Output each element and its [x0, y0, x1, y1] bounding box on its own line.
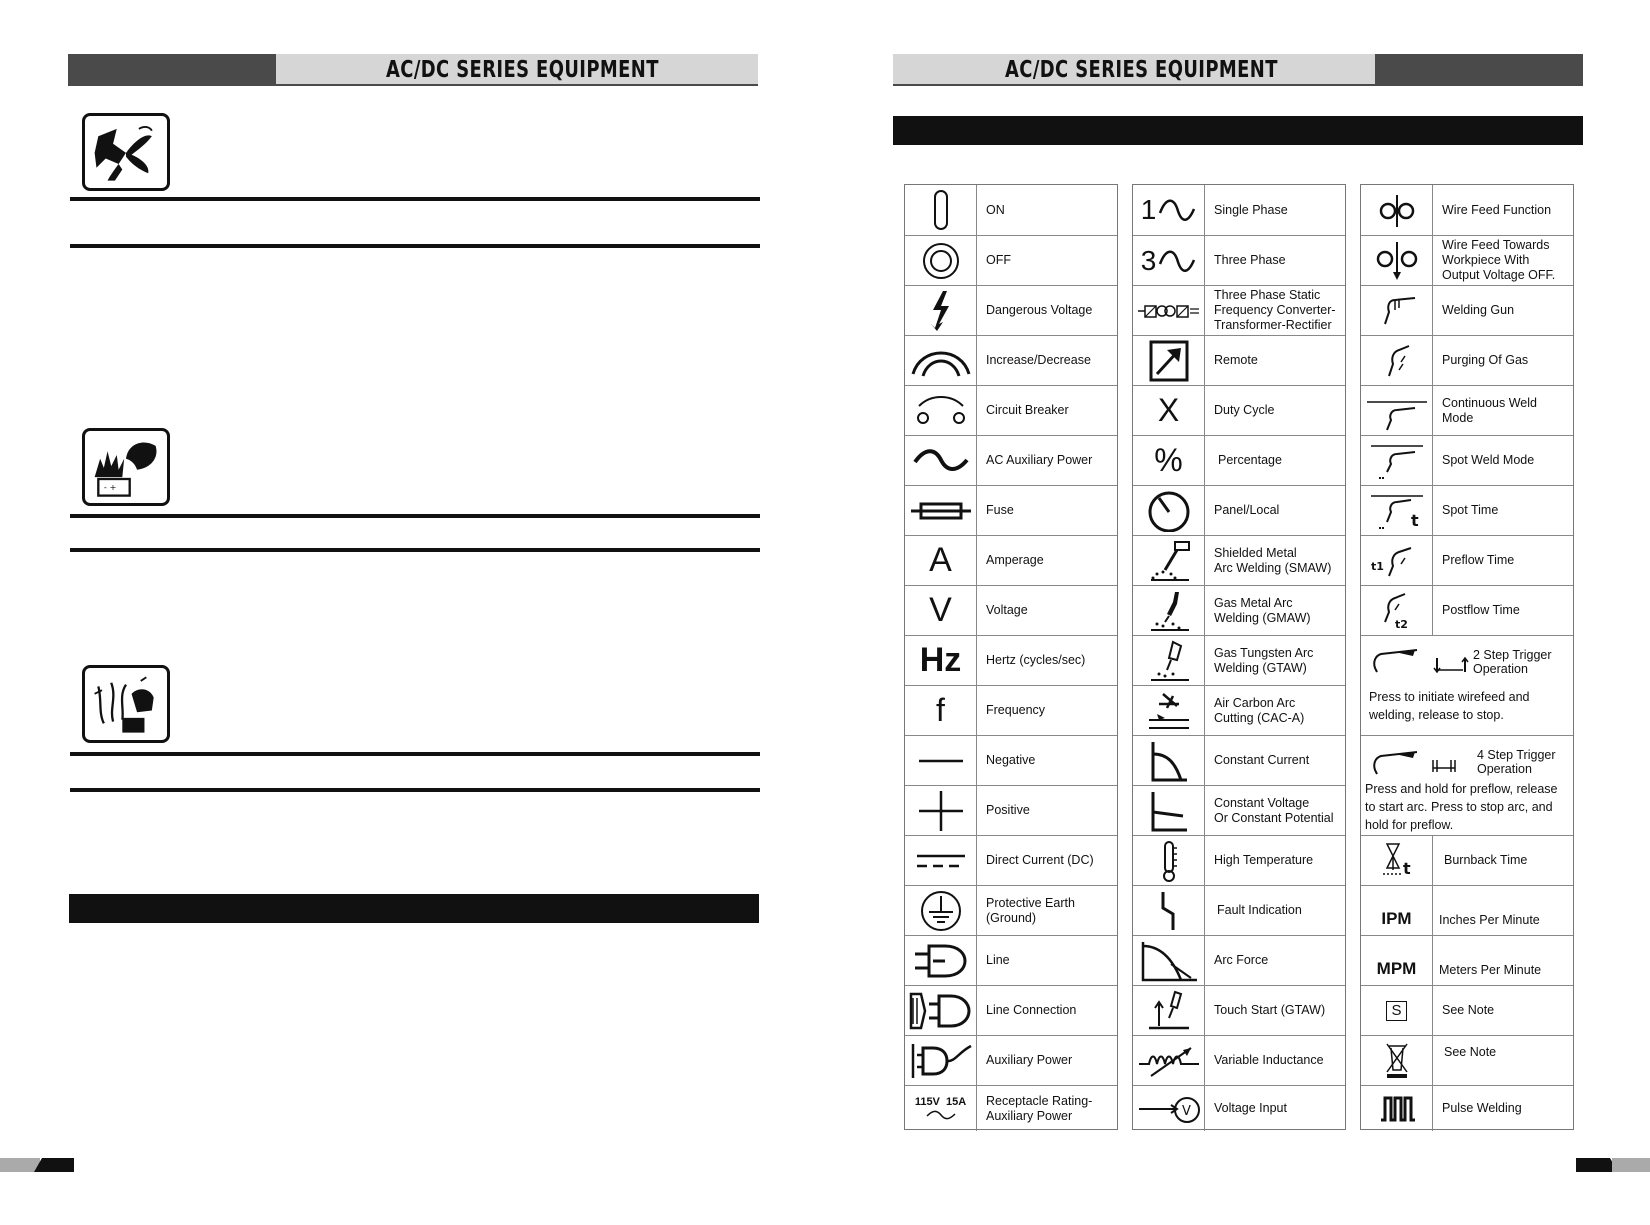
section-rule: [70, 788, 760, 792]
symbol-row: [905, 485, 1117, 535]
symbol-label: Panel/Local: [1214, 503, 1280, 517]
symbol-row: [1133, 735, 1345, 785]
symbol-row: [905, 585, 1117, 635]
symbol-label: Arc Force: [1214, 953, 1269, 967]
symbol-label: OFF: [986, 253, 1011, 267]
symbol-label: Percentage: [1218, 453, 1282, 467]
negative-icon: [905, 736, 977, 785]
symbol-label: Voltage Input: [1214, 1101, 1287, 1115]
continuous-weld-icon: [1361, 386, 1433, 435]
pulse-welding-icon: [1361, 1086, 1433, 1131]
symbol-label: Single Phase: [1214, 202, 1288, 217]
hand-in-fan-icon: [82, 113, 170, 191]
symbol-label: Remote: [1214, 353, 1258, 367]
wire-feed-toward-workpiece-icon: [1361, 236, 1433, 285]
symbol-row: [1133, 1035, 1345, 1085]
symbol-row: [1361, 485, 1573, 535]
section-rule: [70, 548, 760, 552]
symbol-label: ON: [986, 202, 1005, 217]
positive-icon: [905, 786, 977, 835]
symbol-row: [1133, 235, 1345, 285]
symbols-table-col3: [1360, 184, 1574, 1130]
symbol-row: [1361, 635, 1573, 735]
circuit-breaker-icon: [905, 386, 977, 435]
symbol-text: A: [929, 541, 952, 579]
receptacle-rating-icon: [905, 1086, 977, 1131]
percentage-icon: [1133, 436, 1205, 485]
three-phase-icon: [1133, 236, 1205, 285]
symbol-label: Inches Per Minute: [1439, 913, 1540, 927]
svg-text:- +: - +: [103, 482, 117, 493]
dangerous-voltage-icon: [905, 286, 977, 335]
symbol-row: [905, 385, 1117, 435]
symbol-row: [905, 185, 1117, 235]
auxiliary-power-icon: [905, 1036, 977, 1085]
burnback-time-icon: [1361, 836, 1433, 885]
symbol-row: [1133, 385, 1345, 435]
symbol-row: [1361, 1035, 1573, 1085]
symbol-label: Amperage: [986, 553, 1044, 567]
spot-time-icon: [1361, 486, 1433, 535]
symbol-row: [905, 335, 1117, 385]
symbol-label: Air Carbon Arc Cutting (CAC-A): [1214, 695, 1305, 725]
symbol-row: [1361, 235, 1573, 285]
symbol-row: [905, 1085, 1117, 1131]
symbol-text: t1: [1370, 559, 1384, 573]
purging-gas-icon: [1361, 336, 1433, 385]
symbol-text: f: [936, 692, 945, 728]
welding-gun-icon: [1361, 286, 1433, 335]
gtaw-icon: [1133, 636, 1205, 685]
duty-cycle-icon: [1133, 386, 1205, 435]
direct-current-icon: [905, 836, 977, 885]
symbol-row: [1361, 835, 1573, 885]
symbol-row: [905, 535, 1117, 585]
symbol-row: [1361, 285, 1573, 335]
symbol-row: [1133, 635, 1345, 685]
symbol-row: [905, 1035, 1117, 1085]
symbol-label: Three Phase Static Frequency Converter- Transformer-Rectifier: [1214, 288, 1336, 332]
symbol-label: Line: [986, 953, 1010, 967]
symbol-row: [1133, 435, 1345, 485]
two-step-trigger-icon: [1367, 642, 1477, 682]
postflow-time-icon: [1361, 586, 1433, 635]
header-dark-band: [68, 54, 276, 86]
symbol-label: Constant Current: [1214, 753, 1310, 767]
wire-feed-icon: [1361, 185, 1433, 235]
symbol-text: X: [1157, 392, 1180, 428]
symbol-label: Spot Weld Mode: [1442, 453, 1535, 467]
symbol-label: Voltage: [986, 603, 1028, 617]
symbol-text: 115V 15A: [914, 1095, 967, 1108]
page-title: AC/DC SERIES EQUIPMENT: [386, 57, 659, 83]
fault-indication-icon: [1133, 886, 1205, 935]
symbol-row: [1361, 735, 1573, 835]
symbol-label: Gas Tungsten Arc Welding (GTAW): [1214, 645, 1314, 675]
symbol-label: 2 Step Trigger Operation: [1473, 648, 1552, 676]
symbol-label: Meters Per Minute: [1439, 963, 1542, 977]
symbol-label: Frequency: [986, 703, 1046, 717]
symbol-row: [1361, 535, 1573, 585]
variable-inductance-icon: [1133, 1036, 1205, 1085]
symbol-note: Press and hold for preflow, release to start arc. Press to stop arc, and hold for preflow.: [1365, 782, 1558, 832]
symbol-row: [1361, 435, 1573, 485]
section-rule: [70, 197, 760, 201]
line-connection-icon: [905, 986, 977, 1035]
symbol-row: [1133, 1085, 1345, 1131]
symbol-label: See Note: [1444, 1045, 1497, 1059]
symbol-label: Increase/Decrease: [986, 353, 1091, 367]
symbol-row: [1361, 935, 1573, 985]
protective-earth-icon: [905, 886, 977, 935]
mpm-icon: [1361, 936, 1433, 985]
section-rule: [70, 752, 760, 756]
static-converter-icon: [1133, 286, 1205, 335]
constant-current-icon: [1133, 736, 1205, 785]
left-page-header: [68, 54, 758, 86]
symbol-text: 3: [1140, 244, 1157, 276]
symbol-label: Circuit Breaker: [986, 403, 1069, 417]
line-icon: [905, 936, 977, 985]
arc-force-icon: [1133, 936, 1205, 985]
symbol-row: [1361, 385, 1573, 435]
symbol-row: [1133, 285, 1345, 335]
amperage-icon: [905, 536, 977, 585]
symbol-text: V: [1181, 1103, 1191, 1119]
symbol-row: [905, 835, 1117, 885]
page-corner-marker: [34, 1158, 74, 1172]
smaw-icon: [1133, 536, 1205, 585]
panel-local-icon: [1133, 486, 1205, 535]
symbol-text: %: [1154, 442, 1183, 478]
symbol-row: [1133, 835, 1345, 885]
page-title: AC/DC SERIES EQUIPMENT: [1005, 57, 1278, 83]
fuse-icon: [905, 486, 977, 535]
section-bar: [893, 116, 1583, 145]
battery-explosion-icon: [82, 428, 170, 506]
symbol-row: [905, 435, 1117, 485]
symbol-row: [905, 935, 1117, 985]
symbol-text: IPM: [1381, 909, 1412, 928]
right-page-header: [893, 54, 1583, 86]
symbol-label: Continuous Weld Mode: [1442, 395, 1537, 425]
symbol-row: [1133, 585, 1345, 635]
symbol-text: t: [1410, 510, 1419, 530]
constant-voltage-icon: [1133, 786, 1205, 835]
touch-start-icon: [1133, 986, 1205, 1035]
symbol-row: [905, 885, 1117, 935]
ac-auxiliary-power-icon: [905, 436, 977, 485]
symbol-label: Purging Of Gas: [1442, 353, 1529, 367]
symbol-text: 1: [1140, 194, 1157, 225]
symbol-row: [1133, 935, 1345, 985]
symbol-row: [1133, 185, 1345, 235]
symbol-row: [905, 635, 1117, 685]
symbol-label: Three Phase: [1214, 253, 1286, 267]
symbol-row: [1133, 985, 1345, 1035]
symbol-label: Duty Cycle: [1214, 403, 1275, 417]
symbol-text: V: [929, 591, 952, 629]
symbol-label: High Temperature: [1214, 853, 1314, 867]
symbol-label: Spot Time: [1442, 503, 1499, 517]
hertz-icon: [905, 636, 977, 685]
frequency-icon: [905, 686, 977, 735]
symbol-label: Variable Inductance: [1214, 1053, 1324, 1067]
page-corner-marker: [1612, 1158, 1650, 1172]
symbol-label: Preflow Time: [1442, 553, 1515, 567]
symbol-label: Direct Current (DC): [986, 853, 1094, 867]
symbol-row: [1133, 485, 1345, 535]
remote-icon: [1133, 336, 1205, 385]
symbol-label: See Note: [1442, 1003, 1495, 1017]
symbol-label: Fuse: [986, 503, 1014, 517]
symbol-label: Welding Gun: [1442, 303, 1515, 317]
symbol-label: Dangerous Voltage: [986, 303, 1093, 317]
symbol-label: Positive: [986, 803, 1030, 817]
symbol-label: Wire Feed Function: [1442, 202, 1552, 217]
symbol-label: Fault Indication: [1217, 903, 1302, 917]
symbol-label: Gas Metal Arc Welding (GMAW): [1214, 595, 1311, 625]
single-phase-icon: [1133, 185, 1205, 235]
symbol-label: Negative: [986, 753, 1036, 767]
symbol-label: Protective Earth (Ground): [986, 895, 1075, 925]
symbol-row: [905, 285, 1117, 335]
section-rule: [70, 514, 760, 518]
symbol-row: [1361, 335, 1573, 385]
symbol-label: Shielded Metal Arc Welding (SMAW): [1214, 545, 1332, 575]
symbol-label: Pulse Welding: [1442, 1101, 1522, 1115]
symbol-label: Touch Start (GTAW): [1214, 1003, 1326, 1017]
symbol-text: t: [1402, 858, 1411, 878]
see-note-s-icon: [1361, 986, 1433, 1035]
symbol-text: MPM: [1376, 959, 1417, 978]
symbol-row: [905, 685, 1117, 735]
cac-a-icon: [1133, 686, 1205, 735]
symbol-text: t2: [1394, 617, 1408, 631]
symbol-text: Hz: [919, 641, 962, 679]
symbol-label: Line Connection: [986, 1003, 1077, 1017]
symbol-label: Auxiliary Power: [986, 1053, 1073, 1067]
on-icon: [905, 185, 977, 235]
four-step-trigger-icon: [1367, 742, 1477, 782]
symbol-label: AC Auxiliary Power: [986, 453, 1093, 467]
voltage-icon: [905, 586, 977, 635]
ipm-icon: [1361, 886, 1433, 935]
section-bar: [69, 894, 759, 923]
off-icon: [905, 236, 977, 285]
symbol-row: [1133, 885, 1345, 935]
symbol-label: Postflow Time: [1442, 603, 1520, 617]
symbol-row: [1133, 685, 1345, 735]
symbol-row: [1133, 335, 1345, 385]
symbol-row: [1133, 535, 1345, 585]
symbols-table-col1: [904, 184, 1118, 1130]
voltage-input-icon: [1133, 1086, 1205, 1131]
symbol-label: Hertz (cycles/sec): [986, 653, 1086, 667]
symbols-table-col2: [1132, 184, 1346, 1130]
page-corner-marker: [0, 1158, 40, 1172]
preflow-time-icon: [1361, 536, 1433, 585]
symbol-text: S: [1386, 1001, 1406, 1021]
symbol-label: Constant Voltage Or Constant Potential: [1214, 795, 1334, 825]
symbol-row: [905, 735, 1117, 785]
symbol-label: Wire Feed Towards Workpiece With Output Voltage OFF.: [1442, 238, 1556, 282]
symbol-row: [1361, 185, 1573, 235]
section-rule: [70, 244, 760, 248]
symbol-label: Receptacle Rating- Auxiliary Power: [986, 1093, 1093, 1123]
symbol-row: [1361, 885, 1573, 935]
spot-weld-icon: [1361, 436, 1433, 485]
high-temperature-icon: [1133, 836, 1205, 885]
symbol-row: [905, 235, 1117, 285]
symbol-label: 4 Step Trigger Operation: [1477, 748, 1556, 776]
gmaw-icon: [1133, 586, 1205, 635]
explosion-fumes-icon: [82, 665, 170, 743]
symbol-label: Burnback Time: [1444, 853, 1528, 867]
symbol-note: Press to initiate wirefeed and welding, release to stop.: [1369, 690, 1530, 722]
header-dark-band: [1375, 54, 1583, 86]
increase-decrease-icon: [905, 336, 977, 385]
symbol-row: [905, 785, 1117, 835]
symbol-row: [1361, 585, 1573, 635]
symbol-row: [905, 985, 1117, 1035]
symbol-row: [1361, 1085, 1573, 1131]
weee-bin-icon: [1361, 1036, 1433, 1085]
symbol-row: [1133, 785, 1345, 835]
